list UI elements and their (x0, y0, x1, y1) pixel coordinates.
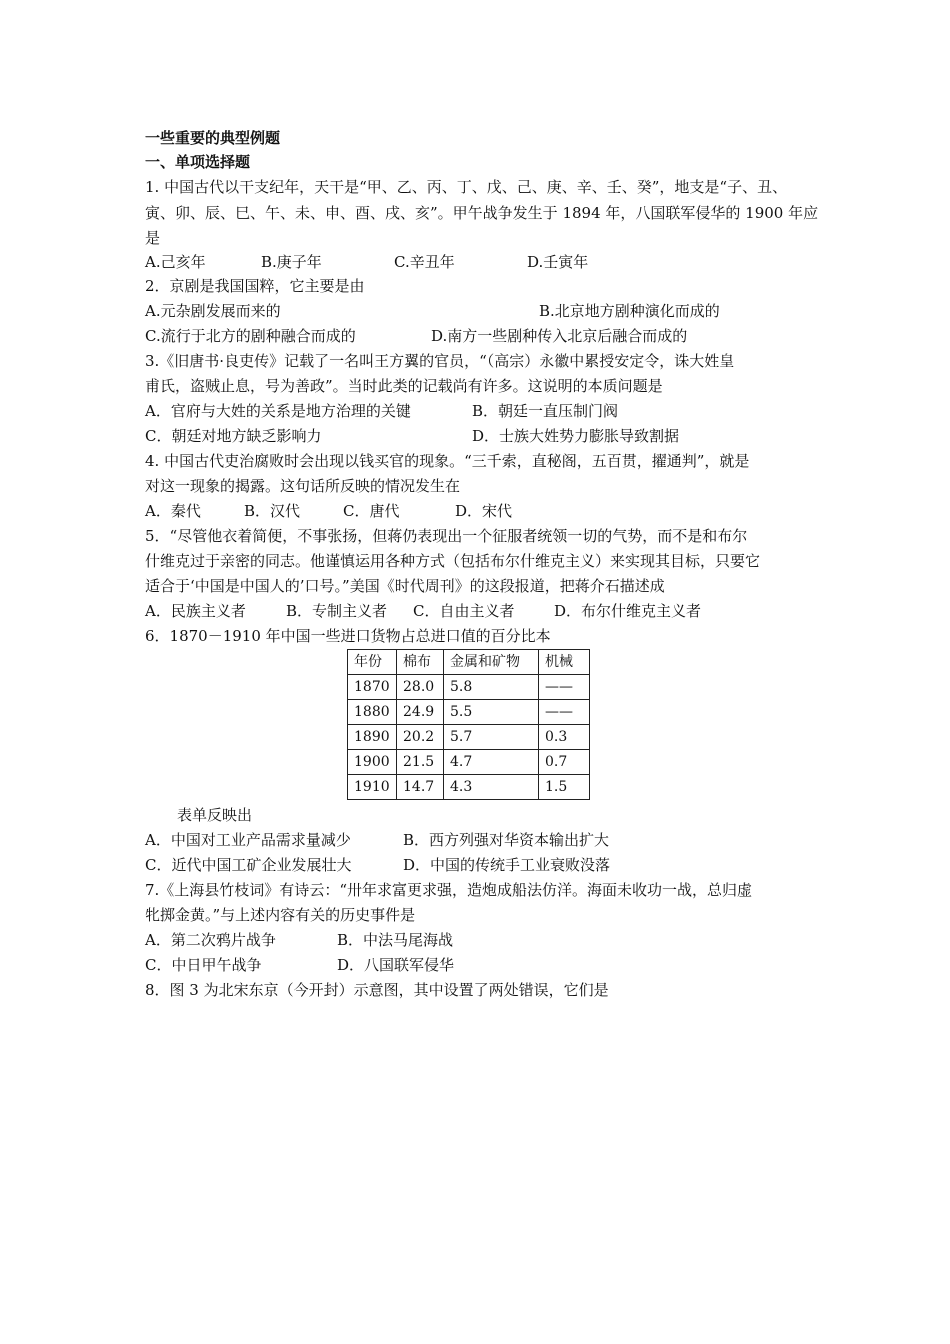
q5-option-b: B．专制主义者 (286, 602, 388, 620)
q5-option-d: D．布尔什维克主义者 (554, 602, 702, 620)
q2-stem: 2．京剧是我国国粹，它主要是由 (145, 277, 365, 295)
q3-option-b: B．朝廷一直压制门阀 (472, 402, 619, 420)
q6-option-d: D．中国的传统手工业衰败没落 (403, 856, 611, 874)
table-cell: 24.9 (397, 700, 444, 725)
q1-line-3: 是 (145, 229, 161, 247)
table-cell: 1910 (348, 775, 397, 800)
table-header-row (348, 650, 590, 675)
table-cell: 28.0 (397, 675, 444, 700)
q5-line-2: 什维克过于亲密的同志。他谨慎运用各种方式（包括布尔什维克主义）来实现其目标，只要它 (145, 552, 761, 570)
q6-option-a: A．中国对工业产品需求量减少 (145, 831, 351, 849)
table-row (348, 675, 590, 700)
q7-option-d: D．八国联军侵华 (337, 956, 455, 974)
q3-line-1: 3.《旧唐书·良吏传》记载了一名叫王方翼的官员，“（高宗）永徽中累授安定令，诛大姓皇 (145, 352, 735, 370)
q7-option-c: C．中日甲午战争 (145, 956, 262, 974)
table-cell: —— (539, 675, 590, 700)
q8-stem: 8．图 3 为北宋东京（今开封）示意图，其中设置了两处错误，它们是 (145, 981, 609, 999)
q4-option-d: D．宋代 (455, 502, 513, 520)
table-cell: 4.7 (444, 750, 539, 775)
q1-option-a: A.己亥年 (145, 253, 206, 271)
q4-option-a: A．秦代 (145, 502, 201, 520)
q2-option-c: C.流行于北方的剧种融合而成的 (145, 327, 356, 345)
q7-option-b: B．中法马尾海战 (337, 931, 454, 949)
q5-option-c: C．自由主义者 (413, 602, 515, 620)
q3-option-d: D．士族大姓势力膨胀导致割据 (472, 427, 680, 445)
q4-line-2: 对这一现象的揭露。这句话所反映的情况发生在 (145, 477, 461, 495)
q4-line-1: 4. 中国古代吏治腐败时会出现以钱买官的现象。“三千索，直秘阁，五百贯，擢通判”，就是 (145, 452, 750, 470)
table-cell: 20.2 (397, 725, 444, 750)
q3-option-c: C．朝廷对地方缺乏影响力 (145, 427, 322, 445)
table-row (348, 725, 590, 750)
table-cell: 21.5 (397, 750, 444, 775)
q7-line-2: 牝掷金黄。”与上述内容有关的历史事件是 (145, 906, 416, 924)
q7-line-1: 7.《上海县竹枝词》有诗云：“卅年求富更求强，造炮成船法仿洋。海面未收功一战，总归虚 (145, 881, 752, 899)
table-cell: 1870 (348, 675, 397, 700)
q7-option-a: A．第二次鸦片战争 (145, 931, 276, 949)
q2-option-d: D.南方一些剧种传入北京后融合而成的 (431, 327, 688, 345)
table-header-cell: 金属和矿物 (444, 650, 539, 675)
q5-option-a: A．民族主义者 (145, 602, 246, 620)
q3-option-a: A．官府与大姓的关系是地方治理的关键 (145, 402, 411, 420)
table-cell: 5.5 (444, 700, 539, 725)
table-cell: 0.7 (539, 750, 590, 775)
q5-line-3: 适合于‘中国是中国人的’口号。”美国《时代周刊》的这段报道，把蒋介石描述成 (145, 577, 665, 595)
table-cell: 5.7 (444, 725, 539, 750)
table-header-cell: 年份 (348, 650, 397, 675)
import-table (347, 649, 590, 800)
table-header-cell: 机械 (539, 650, 590, 675)
q6-option-c: C．近代中国工矿企业发展壮大 (145, 856, 352, 874)
q4-option-b: B．汉代 (244, 502, 301, 520)
table-row (348, 750, 590, 775)
table-cell: 1.5 (539, 775, 590, 800)
q5-line-1: 5．“尽管他衣着简便，不事张扬，但蒋仍表现出一个征服者统领一切的气势，而不是和布尔 (145, 527, 748, 545)
q6-option-b: B．西方列强对华资本输出扩大 (403, 831, 610, 849)
section-heading: 一、单项选择题 (145, 153, 251, 171)
q4-option-c: C．唐代 (343, 502, 400, 520)
table-row (348, 700, 590, 725)
table-row (348, 775, 590, 800)
q2-option-a: A.元杂剧发展而来的 (145, 302, 281, 320)
doc-title: 一些重要的典型例题 (145, 129, 281, 147)
table-cell: 5.8 (444, 675, 539, 700)
table-header-cell: 棉布 (397, 650, 444, 675)
table-cell: 1900 (348, 750, 397, 775)
table-cell: 1880 (348, 700, 397, 725)
q6-stem: 6．1870－1910 年中国一些进口货物占总进口值的百分比本 (145, 627, 551, 645)
table-cell: 4.3 (444, 775, 539, 800)
table-cell: 14.7 (397, 775, 444, 800)
q3-line-2: 甫氏，盗贼止息，号为善政”。当时此类的记载尚有许多。这说明的本质问题是 (145, 377, 663, 395)
q1-line-1: 1. 中国古代以干支纪年，天干是“甲、乙、丙、丁、戊、己、庚、辛、壬、癸”，地支是“子、丑、 (145, 178, 788, 196)
table-cell: 0.3 (539, 725, 590, 750)
q1-option-d: D.壬寅年 (527, 253, 589, 271)
q1-line-2: 寅、卯、辰、巳、午、未、申、酉、戌、亥”。甲午战争发生于 1894 年，八国联军侵华的 1900 年应 (145, 204, 819, 222)
table-cell: —— (539, 700, 590, 725)
q1-option-b: B.庚子年 (261, 253, 322, 271)
q6-after-text: 表单反映出 (177, 806, 253, 824)
table-cell: 1890 (348, 725, 397, 750)
q1-option-c: C.辛丑年 (394, 253, 455, 271)
q2-option-b: B.北京地方剧种演化而成的 (539, 302, 720, 320)
